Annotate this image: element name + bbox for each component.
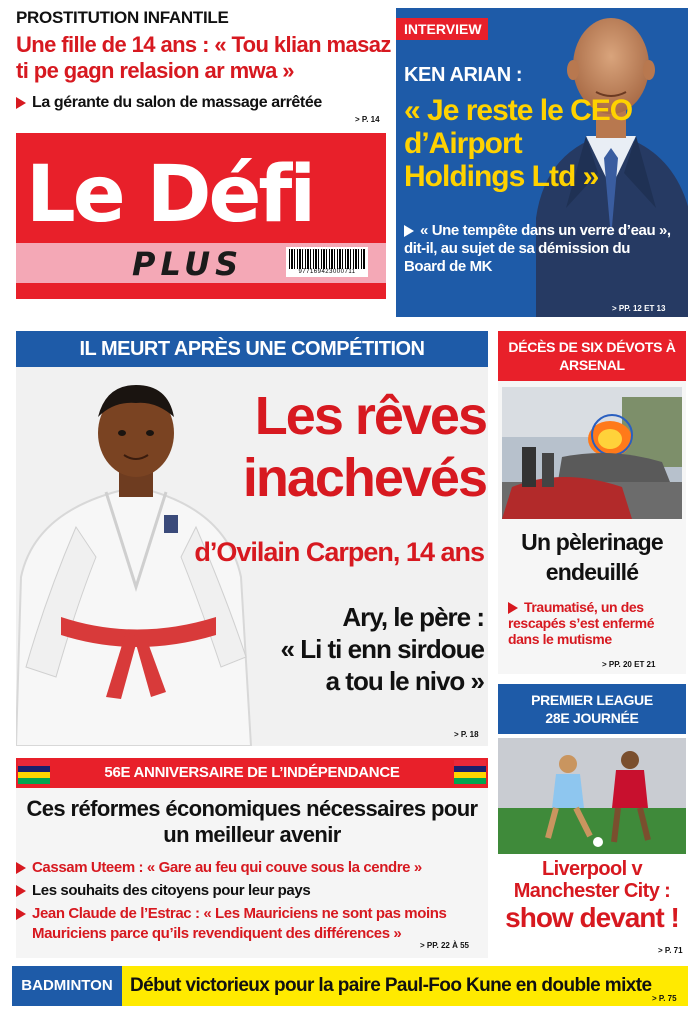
interview-label: INTERVIEW xyxy=(396,18,488,40)
premier-league-headline[interactable]: Liverpool v Manchester City : xyxy=(513,858,671,902)
masthead-plus: PLUS xyxy=(132,245,244,283)
barcode xyxy=(286,247,368,277)
premier-league-headline-2: show devant ! xyxy=(505,902,679,933)
bullet-arrow-icon xyxy=(508,602,518,614)
bullet-arrow-icon xyxy=(404,225,414,237)
page-ref: > P. 75 xyxy=(652,994,677,1003)
barcode-digits: 977169423000711 xyxy=(298,269,356,275)
main-quote-line-1: Ary, le père : xyxy=(342,602,484,632)
premier-league-banner-line-2: 28E JOURNÉE xyxy=(545,710,639,726)
mauritius-flag-icon xyxy=(18,760,50,784)
page-ref: > P. 71 xyxy=(658,946,683,955)
football-photo xyxy=(498,738,686,854)
mauritius-flag-icon xyxy=(454,760,486,784)
kicker-child-prostitution: PROSTITUTION INFANTILE xyxy=(16,8,229,27)
badminton-strip[interactable] xyxy=(12,966,688,1008)
main-headline-line-1: Les rêves xyxy=(254,386,486,446)
premier-league-banner xyxy=(498,684,686,734)
main-story[interactable] xyxy=(16,331,488,746)
bullet-arrow-icon xyxy=(16,862,26,874)
subhead-text: La gérante du salon de massage arrêtée xyxy=(32,94,322,111)
main-quote-line-3: a tou le nivo » xyxy=(325,666,484,696)
page-ref: > PP. 20 ET 21 xyxy=(602,660,656,669)
page-ref: > PP. 22 À 55 xyxy=(420,941,469,950)
main-headline-line-2: inachevés xyxy=(242,448,486,508)
arsenal-subhead xyxy=(508,599,684,647)
independence-headline[interactable]: Ces réformes économiques nécessaires pour un meilleur avenir xyxy=(26,796,478,847)
main-quote-line-2: « Li ti enn sirdoue xyxy=(280,634,484,664)
list-item[interactable] xyxy=(16,858,476,878)
bullet-arrow-icon xyxy=(16,885,26,897)
independence-story[interactable] xyxy=(16,758,488,958)
main-headline[interactable] xyxy=(186,385,486,509)
arsenal-story[interactable] xyxy=(498,331,686,674)
list-item[interactable] xyxy=(16,904,476,944)
list-item-text: Cassam Uteem : « Gare au feu qui couve sous la cendre » xyxy=(32,859,422,876)
badminton-headline[interactable]: Début victorieux pour la paire Paul-Foo Kune en double mixte xyxy=(122,966,688,1006)
interview-name: KEN ARIAN : xyxy=(404,64,523,86)
page-ref: > PP. 12 ET 13 xyxy=(612,304,666,313)
page-ref: > P. 18 xyxy=(454,730,479,739)
barcode-bars xyxy=(289,249,365,269)
main-name-line: d’Ovilain Carpen, 14 ans xyxy=(194,537,484,567)
headline-child-prostitution[interactable]: Une fille de 14 ans : « Tou klian masaz ti pe gagn relasion ar mwa » xyxy=(16,32,391,83)
masthead-title: Le Défi xyxy=(26,150,314,240)
masthead xyxy=(16,133,386,312)
subhead-child-prostitution xyxy=(16,94,396,112)
interview-box[interactable] xyxy=(396,8,688,317)
list-item[interactable] xyxy=(16,881,476,901)
independence-list xyxy=(16,858,476,947)
bullet-arrow-icon xyxy=(16,97,26,109)
badminton-label: BADMINTON xyxy=(12,966,122,1006)
interview-quote[interactable]: « Je reste le CEO d’Airport Holdings Ltd » xyxy=(404,94,633,193)
arsenal-banner: DÉCÈS DE SIX DÉVOTS À ARSENAL xyxy=(498,331,686,381)
list-item-text: Les souhaits des citoyens pour leur pays xyxy=(32,882,311,899)
interview-subhead-text: « Une tempête dans un verre d’eau », dit-il, au sujet de sa démission du Board de MK xyxy=(404,222,671,275)
issue-meta: NO 1462 - DU 9 AU 15 MARS 2024 - 80 pages - Rs 25.00 xyxy=(56,302,286,312)
main-quote xyxy=(216,601,484,697)
independence-banner: 56E ANNIVERSAIRE DE L’INDÉPENDANCE xyxy=(16,758,488,788)
accident-photo xyxy=(502,387,682,519)
list-item-text: Jean Claude de l’Estrac : « Les Mauriciens ne sont pas moins Mauriciens parce qu’ils revendiquent des différences » xyxy=(32,905,447,942)
premier-league-story[interactable] xyxy=(498,684,686,960)
masthead-inner xyxy=(16,149,386,281)
premier-league-banner-line-1: PREMIER LEAGUE xyxy=(531,692,653,708)
page-ref: > P. 14 xyxy=(355,115,380,124)
main-banner: IL MEURT APRÈS UNE COMPÉTITION xyxy=(16,331,488,367)
bullet-arrow-icon xyxy=(16,908,26,920)
arsenal-subhead-text: Traumatisé, un des rescapés s’est enfermé dans le mutisme xyxy=(508,599,655,647)
interview-subhead xyxy=(404,222,674,276)
arsenal-headline[interactable]: Un pèlerinage endeuillé xyxy=(521,529,663,585)
